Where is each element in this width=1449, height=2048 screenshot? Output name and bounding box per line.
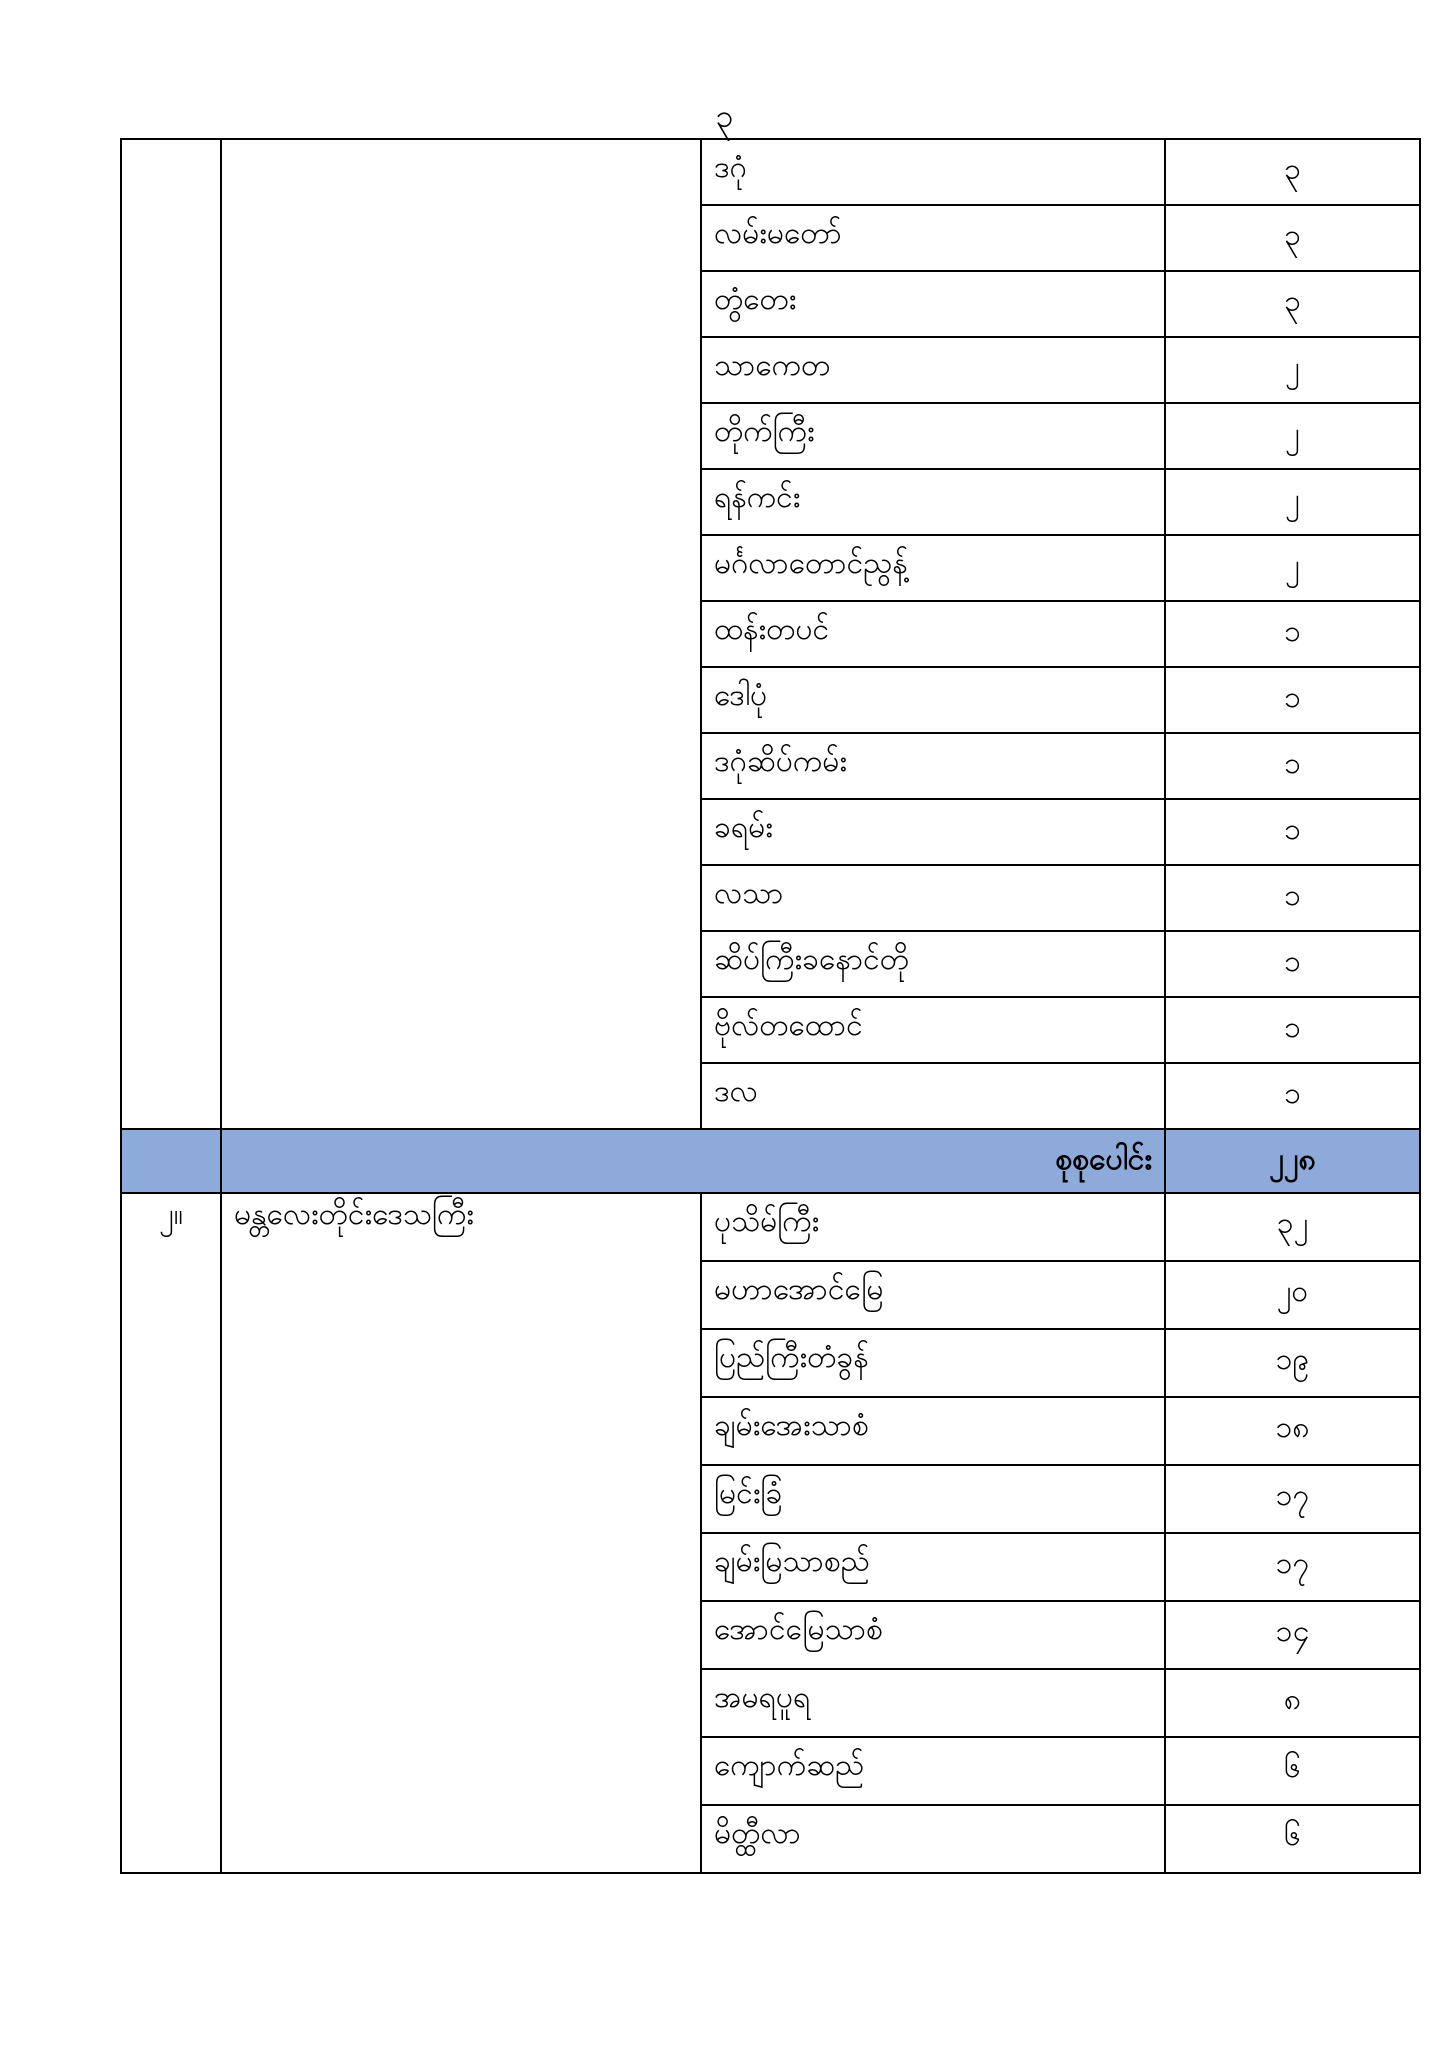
township-cell: ဆိပ်ကြီးခနောင်တို [701,931,1165,997]
count-cell: ၁၇ [1165,1533,1420,1601]
count-cell: ၁၈ [1165,1397,1420,1465]
township-cell: ကျောက်ဆည် [701,1737,1165,1805]
section-number: ၂။ [121,1193,221,1873]
township-count-table [120,138,1421,1874]
count-cell: ၂ [1165,469,1420,535]
count-cell: ၃ [1165,205,1420,271]
township-cell: ခရမ်း [701,799,1165,865]
count-cell: ၃၂ [1165,1193,1420,1261]
count-cell: ၆ [1165,1805,1420,1873]
region-cell [221,139,701,1129]
number-cell [121,139,221,1129]
township-cell: ဗိုလ်တထောင် [701,997,1165,1063]
count-cell: ၆ [1165,1737,1420,1805]
township-cell: လသာ [701,865,1165,931]
count-cell: ၂ [1165,403,1420,469]
township-cell: ချမ်းမြသာစည် [701,1533,1165,1601]
total-row [121,1129,1420,1193]
township-cell: ဒဂုံ [701,139,1165,205]
table-row [121,139,1420,205]
count-cell: ၁ [1165,601,1420,667]
count-cell: ၁ [1165,667,1420,733]
table-row [121,1193,1420,1261]
township-cell: ရန်ကင်း [701,469,1165,535]
township-cell: ဒဂုံဆိပ်ကမ်း [701,733,1165,799]
township-cell: အမရပူရ [701,1669,1165,1737]
total-blank-cell [121,1129,221,1193]
township-cell: မြင်းခြံ [701,1465,1165,1533]
count-cell: ၁ [1165,1063,1420,1129]
township-cell: မဟာအောင်မြေ [701,1261,1165,1329]
township-cell: သာကေတ [701,337,1165,403]
count-cell: ၈ [1165,1669,1420,1737]
count-cell: ၂၀ [1165,1261,1420,1329]
count-cell: ၃ [1165,139,1420,205]
total-value: ၂၂၈ [1165,1129,1420,1193]
township-cell: ဒေါပုံ [701,667,1165,733]
count-cell: ၁၇ [1165,1465,1420,1533]
township-cell: မင်္ဂလာတောင်ညွန့် [701,535,1165,601]
township-cell: ထန်းတပင် [701,601,1165,667]
township-cell: ချမ်းအေးသာစံ [701,1397,1165,1465]
township-cell: တိုက်ကြီး [701,403,1165,469]
count-cell: ၁ [1165,931,1420,997]
township-cell: ပုသိမ်ကြီး [701,1193,1165,1261]
count-cell: ၁ [1165,997,1420,1063]
page-number: ၃ [715,97,734,135]
count-cell: ၁၉ [1165,1329,1420,1397]
region-name: မန္တလေးတိုင်းဒေသကြီး [221,1193,701,1873]
count-cell: ၁ [1165,799,1420,865]
total-label: စုစုပေါင်း [221,1129,1165,1193]
count-cell: ၂ [1165,337,1420,403]
count-cell: ၂ [1165,535,1420,601]
township-cell: အောင်မြေသာစံ [701,1601,1165,1669]
township-cell: မိတ္ထီလာ [701,1805,1165,1873]
count-cell: ၃ [1165,271,1420,337]
count-cell: ၁ [1165,865,1420,931]
count-cell: ၁ [1165,733,1420,799]
township-cell: လမ်းမတော် [701,205,1165,271]
count-cell: ၁၄ [1165,1601,1420,1669]
township-cell: ဒလ [701,1063,1165,1129]
township-cell: ပြည်ကြီးတံခွန် [701,1329,1165,1397]
township-cell: တွံတေး [701,271,1165,337]
